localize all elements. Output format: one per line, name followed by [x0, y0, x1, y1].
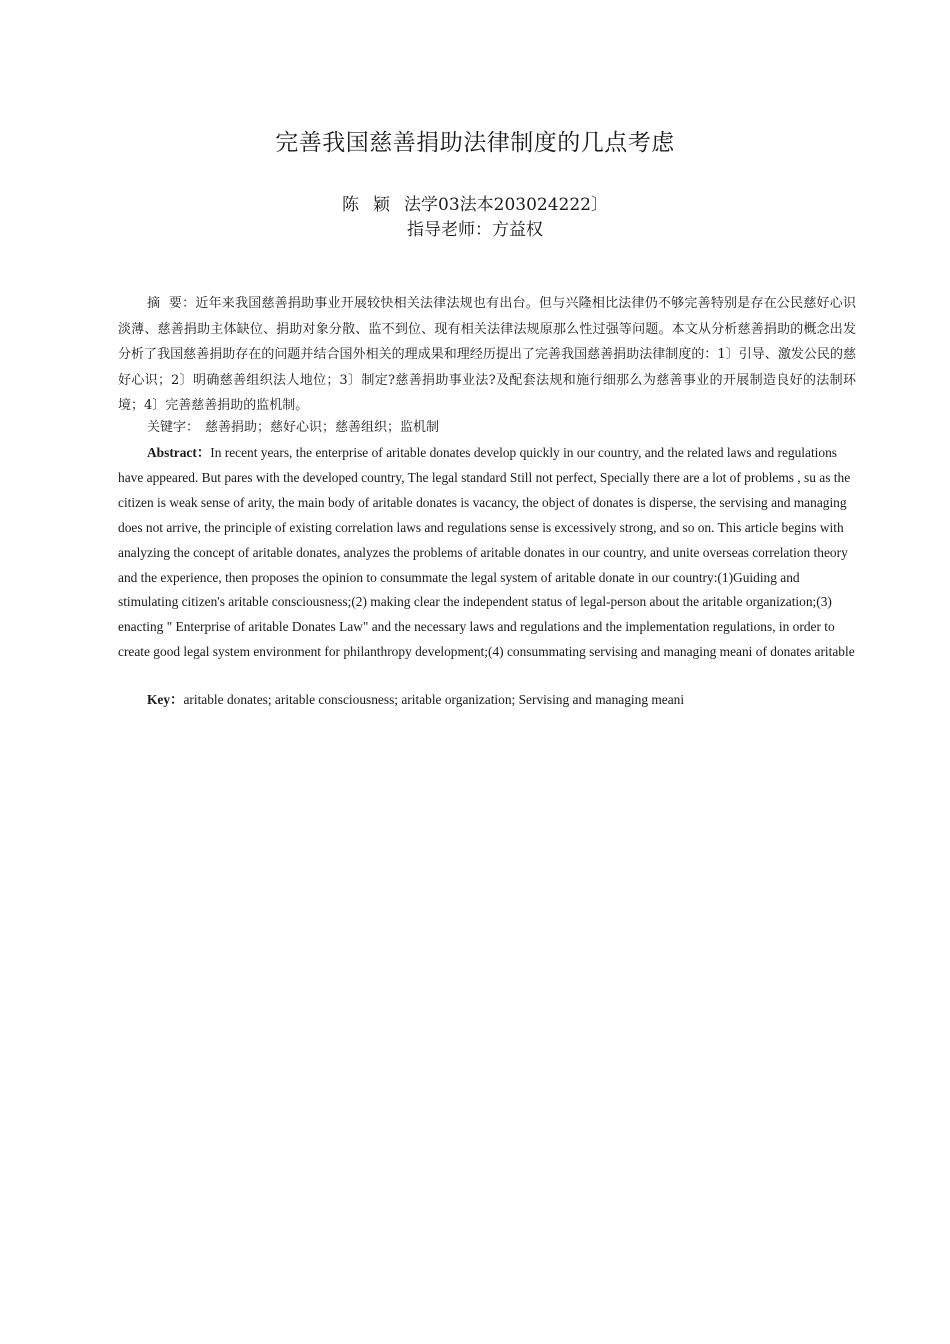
cn-keywords [118, 418, 856, 438]
cn-keywords-text: 慈善捐助；慈好心识；慈善组织；监机制 [205, 420, 440, 435]
author-name-part2: 颖 [373, 195, 390, 215]
en-abstract-text: In recent years, the enterprise of aritable donates develop quickly in our country, and the related laws and regulations have appeared. But pares with the developed country, The legal standard Still not perfect, Specially there are a lot of problems , su as the citizen is weak sense of arity, the main body of aritable donates is vacancy, the object of donates is disperse, the servising and managing does not arrive, the principle of existing correlation laws and regulations sense is excessively strong, and so on. This article begins with analyzing the concept of aritable donates, analyzes the problems of aritable donates in our country, and unite overseas correlation theory and the experience, then proposes the opinion to consummate the legal system of aritable donate in our country:(1)Guiding and stimulating citizen's aritable consciousness;(2) making clear the independent status of legal-person about the aritable organization;(3) enacting " Enterprise of aritable Donates Law" and the necessary laws and regulations and the implementation regulations, in order to create good legal system environment for philanthropy development;(4) consummating servising and managing meani of donates aritable [118, 445, 855, 660]
en-abstract-label: Abstract： [147, 445, 211, 460]
author-name-part1: 陈 [342, 195, 359, 215]
en-abstract [118, 441, 856, 665]
advisor-line: 指导老师：方益权 [407, 220, 543, 240]
cn-abstract [118, 291, 856, 419]
author-line [0, 190, 950, 215]
cn-abstract-label: 摘 要： [147, 296, 196, 311]
author-affiliation: 法学03法本203024222〕 [404, 195, 608, 215]
cn-keywords-label: 关键字： [147, 420, 200, 435]
en-keywords [118, 690, 856, 710]
en-keywords-text: aritable donates; aritable consciousness; aritable organization; Servising and managing meani [183, 692, 685, 707]
document-title: 完善我国慈善捐助法律制度的几点考虑 [275, 130, 675, 156]
en-keywords-label: Key： [147, 692, 184, 707]
cn-abstract-text: 近年来我国慈善捐助事业开展较快相关法律法规也有出台。但与兴隆相比法律仍不够完善特别是存在公民慈好心识淡薄、慈善捐助主体缺位、捐助对象分散、监不到位、现有相关法律法规原那么性过强等问题。本文从分析慈善捐助的概念出发分析了我国慈善捐助存在的问题并结合国外相关的理成果和理经历提出了完善我国慈善捐助法律制度的：1〕引导、激发公民的慈好心识；2〕明确慈善组织法人地位；3〕制定?慈善捐助事业法?及配套法规和施行细那么为慈善事业的开展制造良好的法制环境；4〕完善慈善捐助的监机制。 [118, 296, 856, 413]
